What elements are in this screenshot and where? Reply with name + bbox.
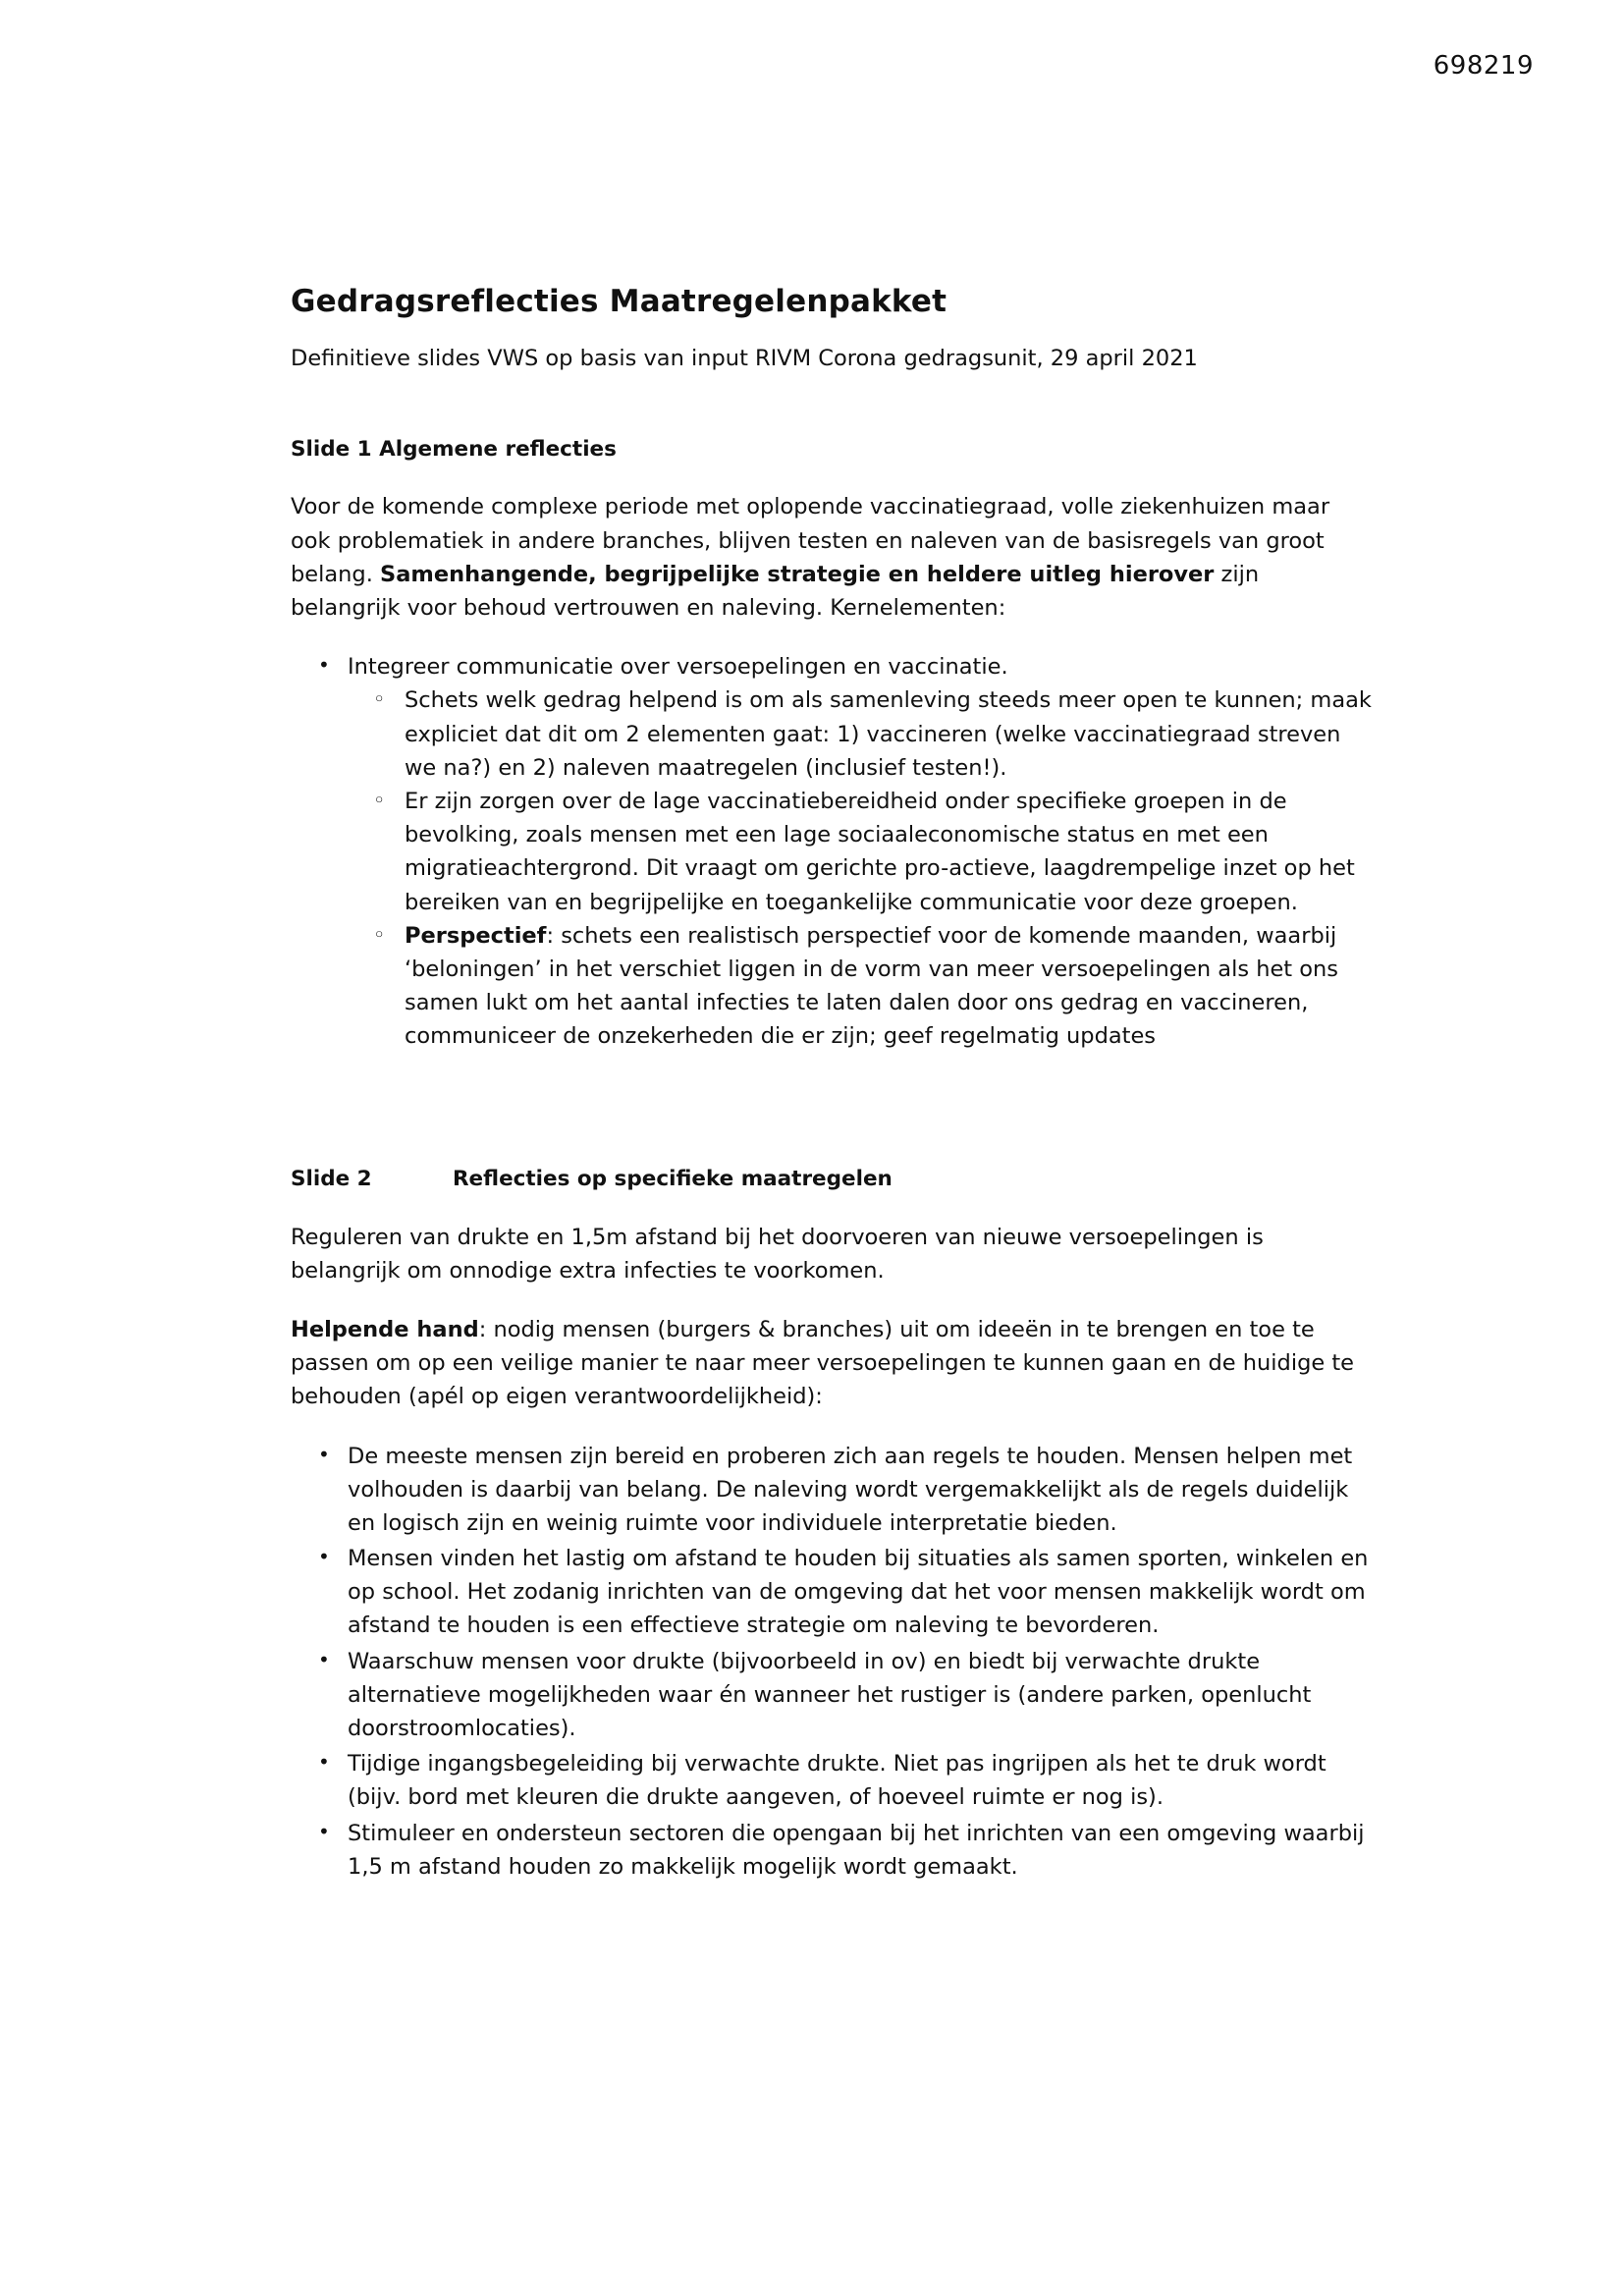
slide2-bullet-text: De meeste mensen zijn bereid en proberen zich aan regels te houden. Mensen helpen met volhouden is daarbij van belang. De naleving wordt vergemakkelijkt als de regels duidelijk en logisch zijn en weinig ruimte voor individuele interpretatie bieden. — [348, 1443, 1353, 1536]
slide2-bullet-text: Waarschuw mensen voor drukte (bijvoorbeeld in ov) en biedt bij verwachte drukte alternatieve mogelijkheden waar én wanneer het rustiger is (andere parken, openlucht doorstroomlocaties). — [348, 1648, 1312, 1741]
list-item — [291, 1747, 1375, 1814]
list-item — [348, 683, 1375, 785]
section-spacer — [291, 1055, 1375, 1165]
document-subtitle: Definitieve slides VWS op basis van input RIVM Corona gedragsunit, 29 april 2021 — [291, 345, 1198, 371]
slide2-bullet-list — [291, 1440, 1375, 1884]
list-item — [348, 785, 1375, 919]
slide2-heading-title: Reflecties op specifieke maatregelen — [453, 1167, 893, 1192]
list-item — [348, 919, 1375, 1054]
slide2-heading — [291, 1165, 1375, 1194]
slide1-intro-part1: Voor de komende complexe periode met oplopende vaccinatiegraad, volle ziekenhuizen maar ook problematiek in andere branches, blijven testen en naleven van de basisregels van groot belang. — [291, 494, 1330, 587]
slide1-bullet-list — [291, 650, 1375, 1053]
list-item — [291, 1542, 1375, 1643]
page-number: 698219 — [1433, 51, 1534, 81]
slide2-bullet-text: Tijdige ingangsbegeleiding bij verwachte drukte. Niet pas ingrijpen als het te druk wordt (bijv. bord met kleuren die drukte aangeven, of hoeveel ruimte er nog is). — [348, 1751, 1326, 1811]
slide2-helping-hand-label: Helpende hand — [291, 1316, 479, 1342]
slide2-intro-paragraph: Reguleren van drukte en 1,5m afstand bij het doorvoeren van nieuwe versoepelingen is belangrijk om onnodige extra infecties te voorkomen. — [291, 1224, 1264, 1284]
slide2-bullet-text: Stimuleer en ondersteun sectoren die opengaan bij het inrichten van een omgeving waarbij 1,5 m afstand houden zo makkelijk mogelijk wordt gemaakt. — [348, 1820, 1365, 1880]
slide1-intro-part2: zijn belangrijk voor behoud vertrouwen en naleving. Kernelementen: — [291, 561, 1260, 622]
document-body — [291, 283, 1375, 1886]
list-item — [291, 1440, 1375, 1541]
slide1-sub2-text: Er zijn zorgen over de lage vaccinatiebereidheid onder specifieke groepen in de bevolking, zoals mensen met een lage sociaaleconomische status en met een migratieachtergrond. Dit vraagt om gerichte pro-actieve, laagdrempelige inzet op het bereiken van en begrijpelijke en toegankelijke communicatie voor deze groepen. — [405, 788, 1355, 915]
slide2-helping-hand-text: : nodig mensen (burgers & branches) uit om ideeën in te brengen en toe te passen om op een veilige manier te naar meer versoepelingen te kunnen gaan en de huidige te behouden (apél op eigen verantwoordelijkheid): — [291, 1316, 1355, 1410]
list-item — [291, 650, 1375, 1053]
slide1-sub1-text: Schets welk gedrag helpend is om als samenleving steeds meer open te kunnen; maak expliciet dat dit om 2 elementen gaat: 1) vaccineren (welke vaccinatiegraad streven we na?) en 2) naleven maatregelen (inclusief testen!). — [405, 687, 1372, 781]
slide1-sub3-label: Perspectief — [405, 922, 547, 949]
slide1-intro-bold: Samenhangende, begrijpelijke strategie en heldere uitleg hierover — [380, 561, 1215, 587]
slide1-bullet1-text: Integreer communicatie over versoepelingen en vaccinatie. — [348, 654, 1008, 681]
slide1-heading: Slide 1 Algemene reflecties — [291, 437, 617, 463]
slide1-intro-paragraph — [291, 490, 1375, 625]
list-item — [291, 1645, 1375, 1746]
slide2-helping-hand-paragraph — [291, 1313, 1375, 1414]
slide1-sub-bullet-list — [348, 683, 1375, 1053]
slide1-sub3-text: : schets een realistisch perspectief voor de komende maanden, waarbij ‘beloningen’ in het verschiet liggen in de vorm van meer versoepelingen als het ons samen lukt om het aantal infecties te laten dalen door ons gedrag en vaccineren, communiceer de onzekerheden die er zijn; geef regelmatig updates — [405, 922, 1339, 1050]
slide2-heading-label: Slide 2 — [291, 1167, 372, 1192]
list-item — [291, 1817, 1375, 1884]
slide2-bullet-text: Mensen vinden het lastig om afstand te houden bij situaties als samen sporten, winkelen en op school. Het zodanig inrichten van de omgeving dat het voor mensen makkelijk wordt om afstand te houden is een effectieve strategie om naleving te bevorderen. — [348, 1546, 1369, 1639]
page-title: Gedragsreflecties Maatregelenpakket — [291, 284, 947, 319]
